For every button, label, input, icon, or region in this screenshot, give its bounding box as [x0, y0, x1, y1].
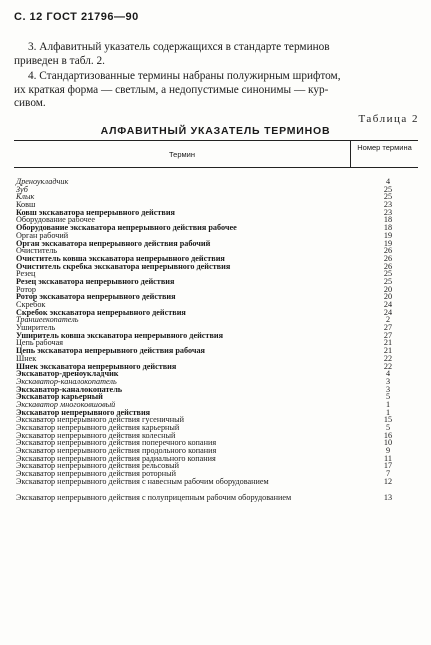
term-number-cell: 19: [383, 238, 393, 248]
term-cell: Клык: [16, 192, 35, 202]
term-number-cell: 16: [383, 430, 393, 440]
term-number-cell: 10: [383, 438, 393, 448]
paragraph-4: [14, 70, 418, 111]
term-number-cell: 20: [383, 284, 393, 294]
term-number-cell: 17: [383, 461, 393, 471]
term-cell: Ротор экскаватора непрерывного действия: [16, 292, 176, 302]
term-cell: Ковш: [16, 200, 36, 210]
term-number-cell: 3: [385, 384, 391, 394]
paragraph-3-line-1: 3. Алфавитный указатель содержащихся в стандарте терминов: [28, 41, 330, 53]
paragraph-4-line-3: сивом.: [14, 97, 46, 109]
term-number-cell: 22: [383, 353, 393, 363]
term-cell: Уширитель: [16, 323, 56, 333]
term-cell: Экскаватор непрерывного действия карьерный: [16, 423, 180, 432]
term-cell: Экскаватор многоковшовый: [16, 399, 116, 409]
term-number-cell: 18: [383, 215, 393, 225]
term-cell: Экскаватор-дреноукладчик: [16, 369, 119, 379]
term-number-cell: 4: [385, 177, 391, 186]
term-cell: Экскаватор непрерывного действия рельсовый: [16, 461, 180, 471]
term-number-cell: 24: [383, 307, 393, 317]
paragraph-4-line-1: 4. Стандартизованные термины набраны полужирным шрифтом,: [28, 70, 341, 82]
term-cell: Экскаватор непрерывного действия гусеничный: [16, 415, 184, 425]
term-number-cell: 11: [384, 453, 392, 463]
term-number-cell: 26: [383, 246, 393, 256]
term-cell: Резец экскаватора непрерывного действия: [16, 276, 175, 286]
term-number-cell: 12: [383, 476, 393, 486]
term-number-cell: 27: [383, 323, 393, 333]
term-cell: Экскаватор непрерывного действия поперечного копания: [16, 438, 217, 448]
term-number-cell: 23: [383, 207, 393, 217]
term-cell: Очиститель скребка экскаватора непрерывного действия: [16, 261, 231, 271]
term-cell: Шнек: [16, 353, 37, 363]
term-number-cell: 25: [383, 184, 393, 194]
column-header-term: Термин: [14, 141, 351, 167]
term-cell: Экскаватор непрерывного действия с полуприцепным рабочим оборудованием: [16, 492, 292, 502]
table-row: [16, 332, 406, 340]
term-cell: Траншеекопатель: [16, 315, 79, 325]
term-number-cell: 19: [383, 230, 393, 240]
paragraph-3: [14, 41, 418, 68]
term-number-cell: 1: [385, 399, 391, 409]
term-number-cell: 25: [383, 192, 393, 202]
paragraph-3-line-2: приведен в табл. 2.: [14, 54, 105, 67]
term-number-cell: 24: [383, 300, 393, 309]
term-cell: Экскаватор-каналокопатель: [16, 376, 117, 386]
table-row: [16, 178, 406, 186]
term-cell: Резец: [16, 269, 36, 279]
term-number-cell: 9: [385, 446, 391, 456]
table-header: [14, 140, 418, 168]
term-cell: Цепь рабочая: [16, 338, 64, 348]
term-cell: Ротор: [16, 284, 36, 294]
term-cell: Оборудование рабочее: [16, 215, 95, 225]
term-number-cell: 3: [385, 376, 391, 386]
term-number-cell: 20: [383, 292, 393, 302]
term-number-cell: 22: [383, 361, 393, 371]
table-row: [16, 263, 406, 271]
term-cell: Дреноукладчик: [16, 177, 69, 186]
table-row: [16, 316, 406, 324]
term-number-cell: 4: [385, 369, 391, 379]
term-cell: Экскаватор непрерывного действия продольного копания: [16, 446, 217, 456]
term-cell: Экскаватор непрерывного действия с навесным рабочим оборудованием: [16, 476, 269, 486]
table-row: [16, 186, 406, 194]
term-cell: Экскаватор непрерывного действия радиального копания: [16, 453, 216, 463]
term-number-cell: 2: [385, 315, 391, 325]
term-cell: Ковш экскаватора непрерывного действия: [16, 207, 175, 217]
term-cell: Оборудование экскаватора непрерывного действия рабочее: [16, 223, 237, 233]
term-cell: Экскаватор карьерный: [16, 392, 103, 402]
table-row: [16, 224, 406, 232]
term-cell: Орган рабочий: [16, 230, 69, 240]
term-cell: Скребок экскаватора непрерывного действия: [16, 307, 186, 317]
table-row: [16, 494, 406, 510]
term-number-cell: 13: [383, 492, 393, 502]
term-cell: Уширитель ковша экскаватора непрерывного действия: [16, 330, 224, 340]
table-row: [16, 347, 406, 355]
term-cell: Очиститель: [16, 246, 58, 256]
term-cell: Экскаватор непрерывного действия колесный: [16, 430, 176, 440]
term-number-cell: 25: [383, 276, 393, 286]
term-number-cell: 26: [383, 261, 393, 271]
term-cell: Цепь экскаватора непрерывного действия рабочая: [16, 346, 205, 356]
term-cell: Скребок: [16, 300, 46, 309]
term-cell: Экскаватор-каналокопатель: [16, 384, 123, 394]
term-number-cell: 1: [385, 407, 391, 417]
column-header-number: Номер термина: [357, 143, 412, 152]
term-number-cell: 5: [385, 392, 391, 402]
term-number-cell: 23: [383, 200, 393, 210]
term-number-cell: 25: [383, 269, 393, 279]
term-cell: Орган экскаватора непрерывного действия рабочий: [16, 238, 211, 248]
term-number-cell: 27: [383, 330, 393, 340]
term-cell: Шнек экскаватора непрерывного действия: [16, 361, 177, 371]
table-row: [16, 478, 406, 494]
paragraph-4-line-2: их краткая форма — светлым, а недопустимые синонимы — кур-: [14, 83, 329, 96]
table-row: [16, 240, 406, 248]
term-cell: Очиститель ковша экскаватора непрерывного действия: [16, 253, 225, 263]
term-number-cell: 21: [383, 338, 393, 348]
table-row: [16, 193, 406, 201]
term-index-table: [16, 178, 406, 510]
table-label: Таблица 2: [358, 113, 419, 125]
page-header: С. 12 ГОСТ 21796—90: [14, 11, 139, 23]
term-number-cell: 18: [383, 223, 393, 233]
term-cell: Зуб: [16, 184, 28, 194]
term-number-cell: 5: [385, 423, 391, 432]
table-title: АЛФАВИТНЫЙ УКАЗАТЕЛЬ ТЕРМИНОВ: [100, 125, 331, 137]
term-number-cell: 15: [383, 415, 393, 425]
term-cell: Экскаватор непрерывного действия: [16, 407, 151, 417]
table-row: [16, 278, 406, 286]
table-row: [16, 293, 406, 301]
term-number-cell: 21: [383, 346, 393, 356]
term-cell: Экскаватор непрерывного действия роторный: [16, 469, 176, 479]
term-number-cell: 7: [385, 469, 391, 479]
term-number-cell: 26: [383, 253, 393, 263]
